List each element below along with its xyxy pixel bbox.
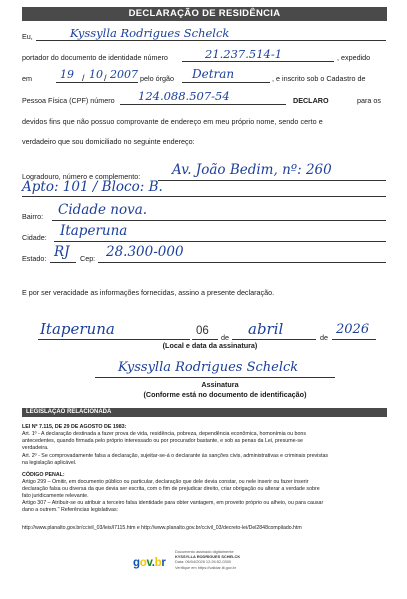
year: 2026 xyxy=(336,322,370,337)
govbr-line1: Documento assinado digitalmente xyxy=(175,549,234,554)
art307-a: Artigo 307 – Atribuir-se ou atribuir a terceiro falsa identidade para obter vantagem, em proveito próprio ou alheio, ou para causar xyxy=(22,500,324,506)
date-underline xyxy=(56,82,138,83)
complemento-underline xyxy=(22,196,386,197)
bairro-underline xyxy=(52,220,386,221)
veracidade-text: E por ser veracidade as informações fornecidas, assino a presente declaração. xyxy=(22,288,275,297)
month-underline xyxy=(232,339,316,340)
cep: 28.300-000 xyxy=(106,244,184,260)
signature-label: Assinatura xyxy=(201,380,239,389)
orgao-underline xyxy=(182,82,270,83)
doc-underline xyxy=(182,61,334,62)
local-underline xyxy=(38,339,190,340)
art1-a: Art. 1º - A declaração destinada a fazer prova de vida, residência, pobreza, dependência econômica, homonímia ou bons xyxy=(22,431,307,437)
orgao-label: pelo órgão xyxy=(140,74,174,83)
logradouro-label: Logradouro, número e complemento: xyxy=(22,172,141,181)
art299-a: Artigo 299 – Omitir, em documento público ou particular, declaração que dele devia constar, ou nele inserir ou fazer inserir xyxy=(22,479,309,485)
doc-number: 21.237.514-1 xyxy=(205,47,283,61)
de1: de xyxy=(221,333,229,342)
local: Itaperuna xyxy=(40,320,115,338)
cidade-underline xyxy=(54,241,386,242)
estado-label: Estado: xyxy=(22,254,47,263)
date-day: 19 xyxy=(60,68,74,81)
eu-label: Eu, xyxy=(22,32,33,41)
cpf-label-b: Pessoa Física (CPF) número xyxy=(22,96,115,105)
bairro: Cidade nova. xyxy=(58,202,148,218)
intro-line4: devidos fins que não possuo comprovante de endereço em meu próprio nome, sendo certo e xyxy=(22,117,323,126)
signature-underline xyxy=(95,377,335,378)
year-underline xyxy=(332,339,376,340)
day-underline xyxy=(192,339,218,340)
complemento: Apto: 101 / Bloco: B. xyxy=(22,179,163,195)
cep-underline xyxy=(98,262,386,263)
govbr-logo-text: gov.br xyxy=(133,557,166,569)
art2-a: Art. 2º - Se comprovadamente falsa a declaração, sujeitar-se-á o declarante às sanções civis, administrativas e criminais previstas xyxy=(22,453,329,459)
para-os: para os xyxy=(357,96,381,105)
doc-label: portador do documento de identidade número xyxy=(22,53,168,62)
govbr-line3: Data: 06/04/2026 12:26:52-0300 xyxy=(175,559,232,565)
name-handwritten: Kyssylla Rodrigues Schelck xyxy=(70,26,230,40)
govbr-logo xyxy=(133,553,173,569)
cep-label: Cep: xyxy=(80,254,96,263)
bairro-label: Bairro: xyxy=(22,212,44,221)
cpf-number: 124.088.507-54 xyxy=(138,89,230,103)
logradouro-underline xyxy=(158,180,386,181)
legislacao-header: LEGISLAÇÃO RELACIONADA xyxy=(22,408,387,417)
place-date-caption: (Local e data da assinatura) xyxy=(162,341,258,350)
date-month: 10 xyxy=(89,68,103,81)
page-title: DECLARAÇÃO DE RESIDÊNCIA xyxy=(22,7,387,21)
art1-b: antecedentes, quando firmada pelo próprio interessado ou por procurador bastante, e sob as penas da Lei, presume-se xyxy=(22,438,303,444)
de2: de xyxy=(320,333,328,342)
codigo-title: CÓDIGO PENAL: xyxy=(22,472,65,478)
art299-c: fato juridicamente relevante. xyxy=(22,493,89,499)
month: abril xyxy=(248,320,284,338)
govbr-stamp-text xyxy=(175,549,240,570)
govbr-line4[interactable]: Verifique em https://validar.iti.gov.br xyxy=(175,564,237,570)
em-label: em xyxy=(22,74,32,83)
art299-b: declaração falsa ou diversa da que devia ser escrita, com o fim de prejudicar direito, criar obrigação ou alterar a verdade sobre xyxy=(22,486,320,492)
estado: RJ xyxy=(54,244,70,260)
govbr-line2: KYSSYLLA RODRIGUES SCHELCK xyxy=(175,554,241,560)
cidade-label: Cidade: xyxy=(22,233,47,242)
declaro: DECLARO xyxy=(293,96,329,105)
name-underline xyxy=(36,40,386,41)
signature-caption: (Conforme está no documento de identificação) xyxy=(143,390,307,399)
art2-b: na legislação aplicável. xyxy=(22,460,77,466)
orgao: Detran xyxy=(192,67,235,81)
cpf-label-a: , e inscrito sob o Cadastro de xyxy=(272,74,366,83)
signature: Kyssylla Rodrigues Schelck xyxy=(118,360,299,375)
logradouro: Av. João Bedim, nº: 260 xyxy=(172,162,332,178)
cpf-underline xyxy=(120,104,286,105)
art307-b: dano a outrem." Referências legislativas: xyxy=(22,507,119,513)
day: 06 xyxy=(196,325,209,337)
intro-line5: verdadeiro que sou domiciliado no seguinte endereço: xyxy=(22,137,195,146)
legislacao-links[interactable]: http://www.planalto.gov.br/ccivil_03/leis/l7115.htm e http://www.planalto.gov.br/ccivil_03/decreto-lei/Del2848compilado.htm xyxy=(22,525,302,531)
lei-title: LEI Nº 7.115, DE 29 DE AGOSTO DE 1983: xyxy=(22,424,127,430)
art1-c: verdadeira. xyxy=(22,445,49,451)
cidade: Itaperuna xyxy=(60,223,128,239)
expedido-label: , expedido xyxy=(337,53,371,62)
estado-underline xyxy=(50,262,76,263)
date-year: 2007 xyxy=(110,68,138,81)
